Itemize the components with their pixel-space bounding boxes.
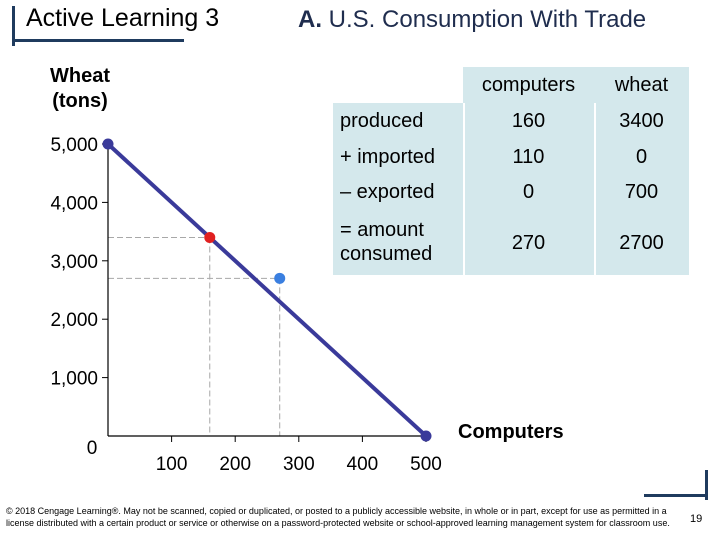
x-ticks (156, 436, 442, 475)
x-tick-label: 200 (219, 454, 252, 475)
y-ticks (50, 135, 108, 459)
table-row-label: + imported (340, 146, 436, 168)
y-axis-title: Wheat (tons) (50, 65, 110, 112)
table-row-label: = amount consumed (340, 219, 433, 265)
table-header-computers: computers (481, 74, 576, 96)
data-point (103, 139, 114, 150)
slide-label: Active Learning 3 (26, 4, 220, 32)
table-cell-computers: 270 (511, 232, 546, 254)
copyright-notice: © 2018 Cengage Learning®. May not be scanned, copied or duplicated, or posted to a publicly accessible website, in whole or in part, except for use as permitted in a license distributed with a certain product or service or otherwise on a password-protected website or school-approved learning management system for classroom use. (6, 506, 670, 528)
slide-title-prefix: A. (298, 6, 322, 33)
table-cell-computers: 0 (522, 181, 535, 203)
table-cell-wheat: 700 (624, 181, 659, 203)
x-tick-label: 400 (346, 454, 379, 475)
data-point (274, 273, 285, 284)
x-tick-label: 100 (155, 454, 188, 475)
data-point (421, 431, 432, 442)
x-tick-label: 500 (410, 454, 442, 475)
y-tick-label: 2,000 (50, 310, 98, 332)
trade-table (333, 67, 689, 275)
y-tick-label: 3,000 (50, 251, 98, 273)
x-tick-label: 300 (282, 454, 315, 475)
y-tick-label: 5,000 (50, 135, 98, 156)
table-cell-wheat: 2700 (619, 232, 664, 254)
table-cell-wheat: 0 (635, 146, 648, 168)
table-cell-computers: 160 (511, 110, 546, 132)
table-header-blank (333, 67, 463, 103)
table-header-wheat: wheat (614, 74, 669, 96)
y-tick-label: 1,000 (50, 368, 98, 390)
data-point (204, 232, 215, 243)
slide-title-text: U.S. Consumption With Trade (328, 6, 647, 33)
page-number: 19 (690, 513, 703, 525)
y-tick-label: 0 (86, 438, 98, 459)
x-axis-title: Computers (458, 421, 564, 443)
table-cell-computers: 110 (512, 146, 545, 168)
y-tick-label: 4,000 (50, 193, 98, 215)
guide-lines (108, 237, 280, 436)
table-row-label: – exported (340, 181, 435, 203)
table-cell-wheat: 3400 (619, 110, 664, 132)
table-row-label: produced (340, 110, 424, 132)
